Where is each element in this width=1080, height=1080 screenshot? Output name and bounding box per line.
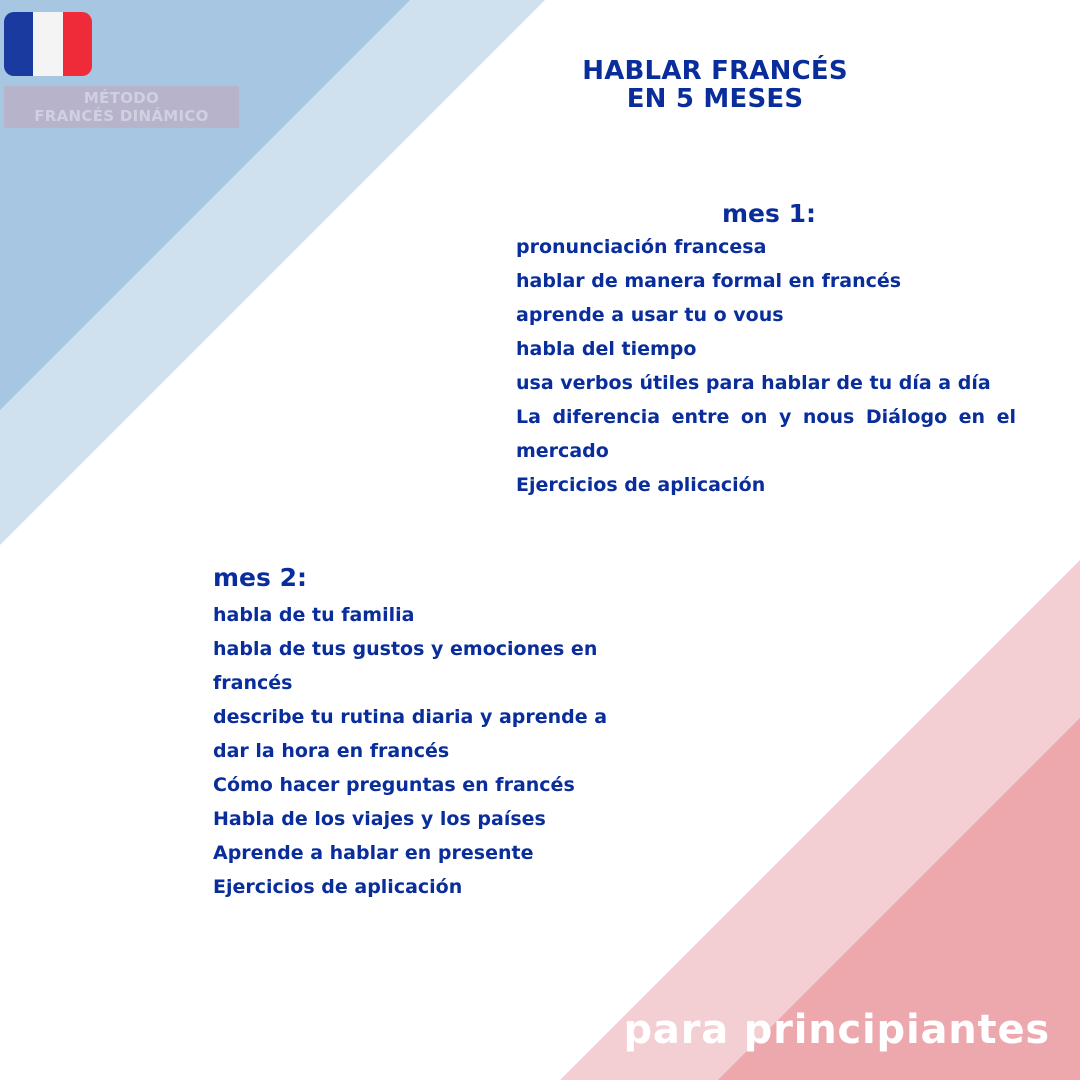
list-item: La diferencia entre on y nous Diálogo en el mercado: [516, 406, 1016, 462]
list-item: hablar de manera formal en francés: [516, 270, 902, 292]
list-item: usa verbos útiles para hablar de tu día a día: [516, 372, 991, 394]
brand-line-1: MÉTODO: [83, 89, 160, 107]
tagline: para principiantes: [623, 1007, 1050, 1053]
page-title: [565, 57, 865, 113]
french-flag-icon: [4, 12, 92, 76]
list-item: Aprende a hablar en presente: [213, 842, 534, 864]
list-item: describe tu rutina diaria y aprende a dar la hora en francés: [213, 706, 608, 762]
list-item: pronunciación francesa: [516, 236, 767, 258]
list-item: Habla de los viajes y los países: [213, 808, 546, 830]
month-1-list: [516, 230, 1016, 502]
list-item: habla de tu familia: [213, 604, 415, 626]
title-line-2: EN 5 MESES: [626, 84, 804, 114]
list-item: habla del tiempo: [516, 338, 697, 360]
list-item: aprende a usar tu o vous: [516, 304, 784, 326]
month-1-heading: mes 1:: [722, 199, 816, 228]
brand-watermark: [4, 86, 239, 128]
list-item: Ejercicios de aplicación: [516, 474, 766, 496]
brand-line-2: FRANCÉS DINÁMICO: [34, 107, 209, 125]
title-line-1: HABLAR FRANCÉS: [582, 56, 848, 86]
list-item: Cómo hacer preguntas en francés: [213, 774, 575, 796]
month-2-list: [213, 598, 643, 904]
list-item: habla de tus gustos y emociones en francés: [213, 638, 598, 694]
list-item: Ejercicios de aplicación: [213, 876, 463, 898]
month-2-heading: mes 2:: [213, 563, 307, 592]
